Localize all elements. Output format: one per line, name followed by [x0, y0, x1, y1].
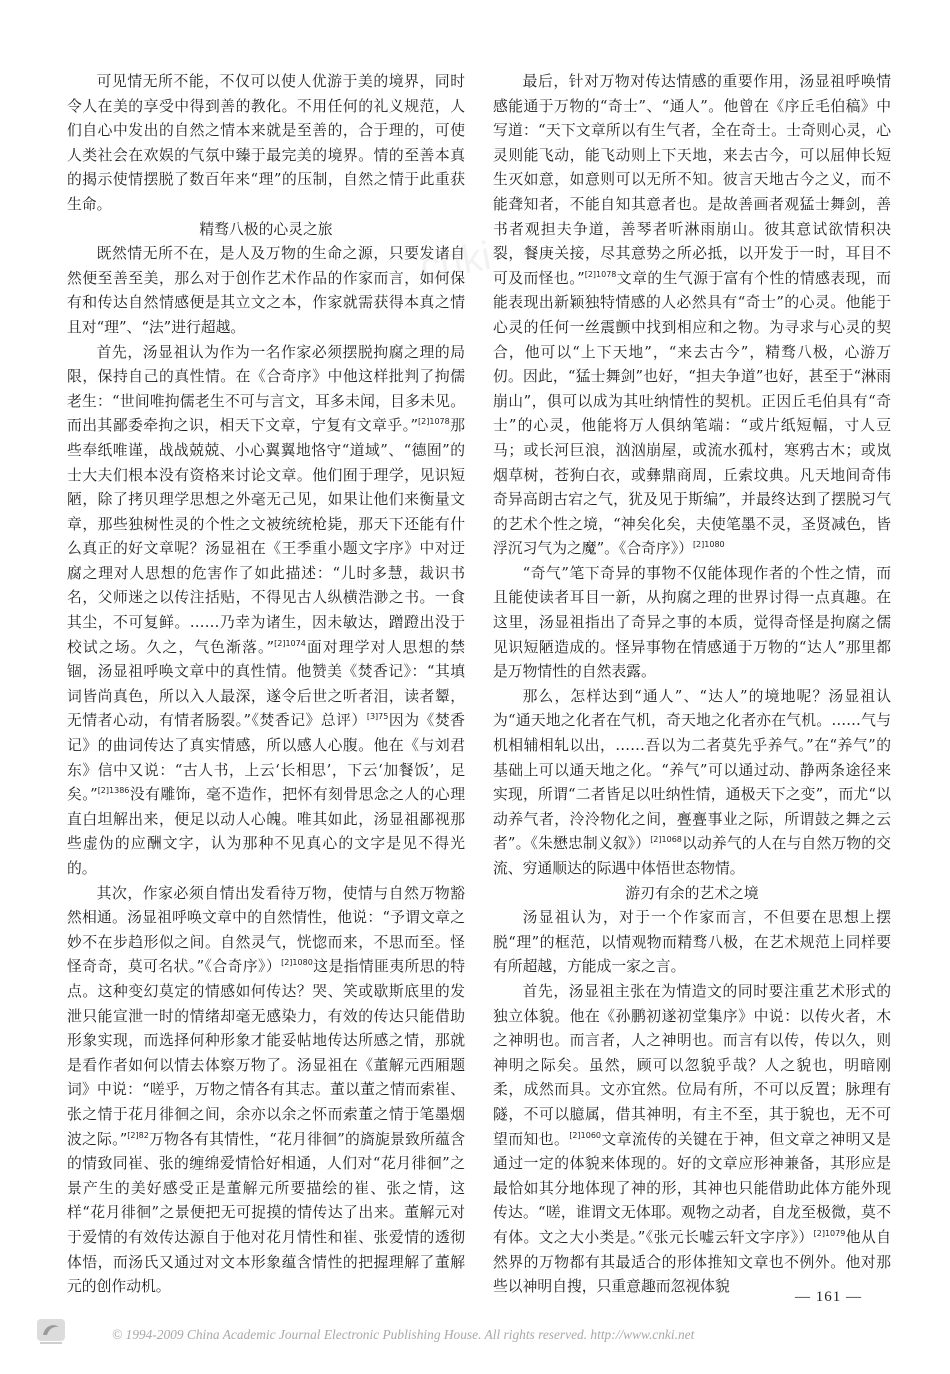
paragraph-text: 文章流传的关键在于神，但文章之神明又是通过一定的体貌来体现的。好的文章应形神兼备，其形应是最恰如其分地体现了神的形，其神也只能借助此体方能外现传达。“嗟，谁谓文无体耶。观物之动者，自龙至极微，莫不有体。文之大小类是。”《张元长嘘云轩文字序》）	[493, 1130, 891, 1246]
citation: [2]1078	[418, 417, 450, 427]
paragraph-text: 以动养气的人在与自然万物的交流、穷通顺达的际遇中体悟世态物情。	[493, 835, 891, 877]
paragraph-text: 文章的生气源于富有个性的情感表现，而能表现出新颖独特情感的人必然具有“奇士”的心灵。他能于心灵的任何一丝震颤中找到相应和之物。为寻求与心灵的契合，他可以“上下天地”，“来去古今”，精骛八极，心游万仞。因此，“猛士舞剑”也好，“担夫争道”也好，甚至于“淋雨崩山”，俱可以成为其吐纳情性的契机。正因丘毛伯具有“奇士”的心灵，他能将万人俱纳笔端：“或片纸短幅，寸人豆马；或长河巨浪，汹汹崩屋，或流水孤村，寒鸦古木；或岚烟草树，苍狗白衣，或彝鼎商周，丘索坟典。凡天地间奇伟奇异高朗古宕之气，犹及见于斯编”，并最终达到了摆脱习气的艺术个性之境，“神矣化矣，夫使笔墨不灵，圣贤减色，皆浮沉习气为之魔”。《合奇序》）	[493, 269, 891, 558]
paragraph	[493, 70, 891, 562]
paragraph-text: 那些奉纸唯谨，战战兢兢、小心翼翼地恪守“道域”、“德囿”的士大夫们根本没有资格来讨论文章。他们囿于理学，见识短陋，除了拷贝理学思想之外毫无己见，如果让他们来衡量文章，那些独树性灵的个性之文被统统枪毙，那天下还能有什么真正的好文章呢？汤显祖在《王季重小题文字序》中对迂腐之理对人思想的危害作了如此描述：“儿时多慧，裁识书名，父师迷之以传注括贴，不得见古人纵横浩渺之书。一食其尘，不可复鲜。……乃幸为诸生，因未敏达，蹭蹬出没于校试之场。久之，气色渐落。”	[67, 417, 465, 656]
citation: [2]1080	[281, 958, 313, 968]
copyright-text: © 1994-2009 China Academic Journal Electronic Publishing House. All rights reserved. http://www.cnki.net	[112, 1327, 695, 1342]
paragraph-text: 没有雕饰，毫不造作，把怀有刻骨思念之人的心理直白坦解出来，便足以动人心魄。唯其如此，汤显祖鄙视那些虚伪的应酬文字，认为那种不见真心的文字是见不得光的。	[67, 786, 465, 877]
paragraph-text: 那么，怎样达到“通人”、“达人”的境地呢？汤显祖认为“通天地之化者在气机，奇天地之化者亦在气机。……气与机相辅相轧以出，……吾以为二者莫先乎养气。”在“养气”的基础上可以通天地之化。“养气”可以通过动、静两条途径来实现，所谓“二者皆足以吐纳性情，通极天下之变”，而尤“以动养气者，泠泠物化之间，亹亹事业之际，所谓鼓之舞之云者”。《朱懋忠制义叙》）	[493, 687, 891, 853]
paragraph	[67, 882, 465, 1300]
citation: [2]1074	[274, 638, 306, 648]
paragraph-text: 首先，汤显祖认为作为一名作家必须摆脱拘腐之理的局限，保持自己的真性情。在《合奇序》中他这样批判了拘儒老生：“世间唯拘儒老生不可与言文，耳多未闻，目多未见。而出其鄙委牵拘之识，相天下文章，宁复有文章乎。”	[67, 343, 465, 435]
footer	[0, 1318, 950, 1358]
paragraph-text: 面对理学对人思想的禁锢，汤显祖呼唤文章中的真性情。他赞美《焚香记》：“其填词皆尚真色，所以入人最深，遂令后世之听者泪，读者颦，无情者心动，有情者肠裂。”《焚香记》总评）	[67, 638, 465, 730]
paragraph-text: 首先，汤显祖主张在为情造文的同时要注重艺术形式的独立体貌。他在《孙鹏初遂初堂集序》中说：以传火者，木之神明也。而言者，人之神明也。而言有以传，传以久，则神明之际矣。虽然，顾可以忽貌乎哉？人之貌也，明暗刚柔，成然而具。文亦宜然。位局有所，不可以反置；脉理有隧，不可以臆属，借其神明，有主不至，其于貌也，无不可望而知也。	[493, 982, 891, 1148]
section-heading: 精骛八极的心灵之旅	[199, 220, 333, 238]
watermark: cnki	[416, 234, 495, 290]
paragraph	[493, 980, 891, 1300]
cnki-logo-icon	[36, 1318, 66, 1346]
paragraph-text: 这是指情匪夷所思的特点。这种变幻莫定的情感如何传达？哭、笑或歇斯底里的发泄只能宣泄一时的情绪却毫无感染力，有效的传达只能借助形象实现，而选择何种形象才能妥帖地传达所感之情，那就是看作者如何以情去体察万物了。汤显祖在《董解元西厢题词》中说：“嗟乎，万物之情各有其志。董以董之情而索崔、张之情于花月徘徊之间，余亦以余之怀而索董之情于笔墨烟波之际。”	[67, 958, 465, 1148]
citation: [2]1080	[692, 540, 725, 550]
citation: [3]75	[366, 712, 389, 722]
paragraph: 汤显祖认为，对于一个作家而言，不但要在思想上摆脱“理”的框范，以情观物而精骛八极，在艺术规范上同样要有所超越，方能成一家之言。	[493, 909, 891, 976]
paragraph	[493, 685, 891, 882]
paragraph-text: 万物各有其情性，“花月徘徊”的旖旎景致所蕴含的情致同崔、张的缠绵爱情恰好相通，人们对“花月徘徊”之景产生的美好感受正是董解元所要描绘的崔、张之情，这样“花月徘徊”之景便把无可捉摸的情传达了出来。董解元对于爱情的有效传达源自于他对花月情性和崔、张爱情的透彻体悟，而汤氏又通过对文本形象蕴含情性的把握理解了董解元的创作动机。	[67, 1130, 465, 1296]
citation: [2]1386	[97, 786, 130, 796]
paragraph-text: 他从自然界的万物都有其最适合的形体推知文章也不例外。他对那些以神明自搜，只重意趣而忽视体貌	[493, 1228, 891, 1296]
paragraph-text: 其次，作家必须自情出发看待万物，使情与自然万物豁然相通。汤显祖呼唤文章中的自然情性，他说：“予谓文章之妙不在步趋形似之间。自然灵气，恍惚而来，不思而至。怪怪奇奇，莫可名状。”《合奇序》）	[67, 884, 465, 976]
citation: [2]1078	[584, 269, 617, 279]
section-heading: 游刃有余的艺术之境	[625, 884, 759, 902]
citation: [2]1060	[569, 1130, 602, 1140]
left-column	[67, 70, 465, 1300]
page-number: — 161 —	[795, 1289, 862, 1305]
paragraph	[67, 341, 465, 882]
paragraph: 可见情无所不能，不仅可以使人优游于美的境界，同时令人在美的享受中得到善的教化。不用任何的礼义规范，人们自心中发出的自然之情本来就是至善的，合于理的，可使人类社会在欢娱的气氛中臻于最完美的境界。情的至善本真的揭示使情摆脱了数百年来“理”的压制，自然之情于此重获生命。	[67, 73, 465, 213]
paragraph: “奇气”笔下奇异的事物不仅能体现作者的个性之情，而且能使读者耳目一新，从拘腐之理的世界讨得一点真趣。在这里，汤显祖指出了奇异之事的本质，觉得奇怪是拘腐之儒见识短陋造成的。怪异事物在情感通于万物的“达人”那里都是万物情性的自然表露。	[493, 564, 891, 681]
paragraph-text: 因为《焚香记》的曲词传达了真实情感，所以感人心腹。他在《与刘君东》信中又说：“古人书，上云‘长相思’，下云‘加餐饭’，足矣。”	[67, 712, 465, 804]
paragraph: 既然情无所不在，是人及万物的生命之源，只要发诸自然便至善至美，那么对于创作艺术作品的作家而言，如何保有和传达自然情感便是其立文之本，作家就需获得本真之情且对“理”、“法”进行超越。	[67, 245, 465, 336]
paragraph-text: 最后，针对万物对传达情感的重要作用，汤显祖呼唤情感能通于万物的“奇士”、“通人”。他曾在《序丘毛伯稿》中写道：“天下文章所以有生气者，全在奇士。士奇则心灵，心灵则能飞动，能飞动则上下天地，来去古今，可以屈伸长短生灭如意，如意则可以无所不知。彼言天地古今之义，而不能聋知者，不能自知其意者也。是故善画者观猛士舞剑，善书者观担夫争道，善琴者听淋雨崩山。彼其意试欲情积决裂，餐庚关接，尽其意势之所必抵，以开发于一时，耳目不可及而怪也。”	[493, 73, 891, 287]
right-column	[493, 70, 891, 1300]
citation: [2]1068	[650, 835, 682, 845]
citation: [2]1079	[813, 1228, 846, 1238]
citation: [2]82	[127, 1130, 149, 1140]
